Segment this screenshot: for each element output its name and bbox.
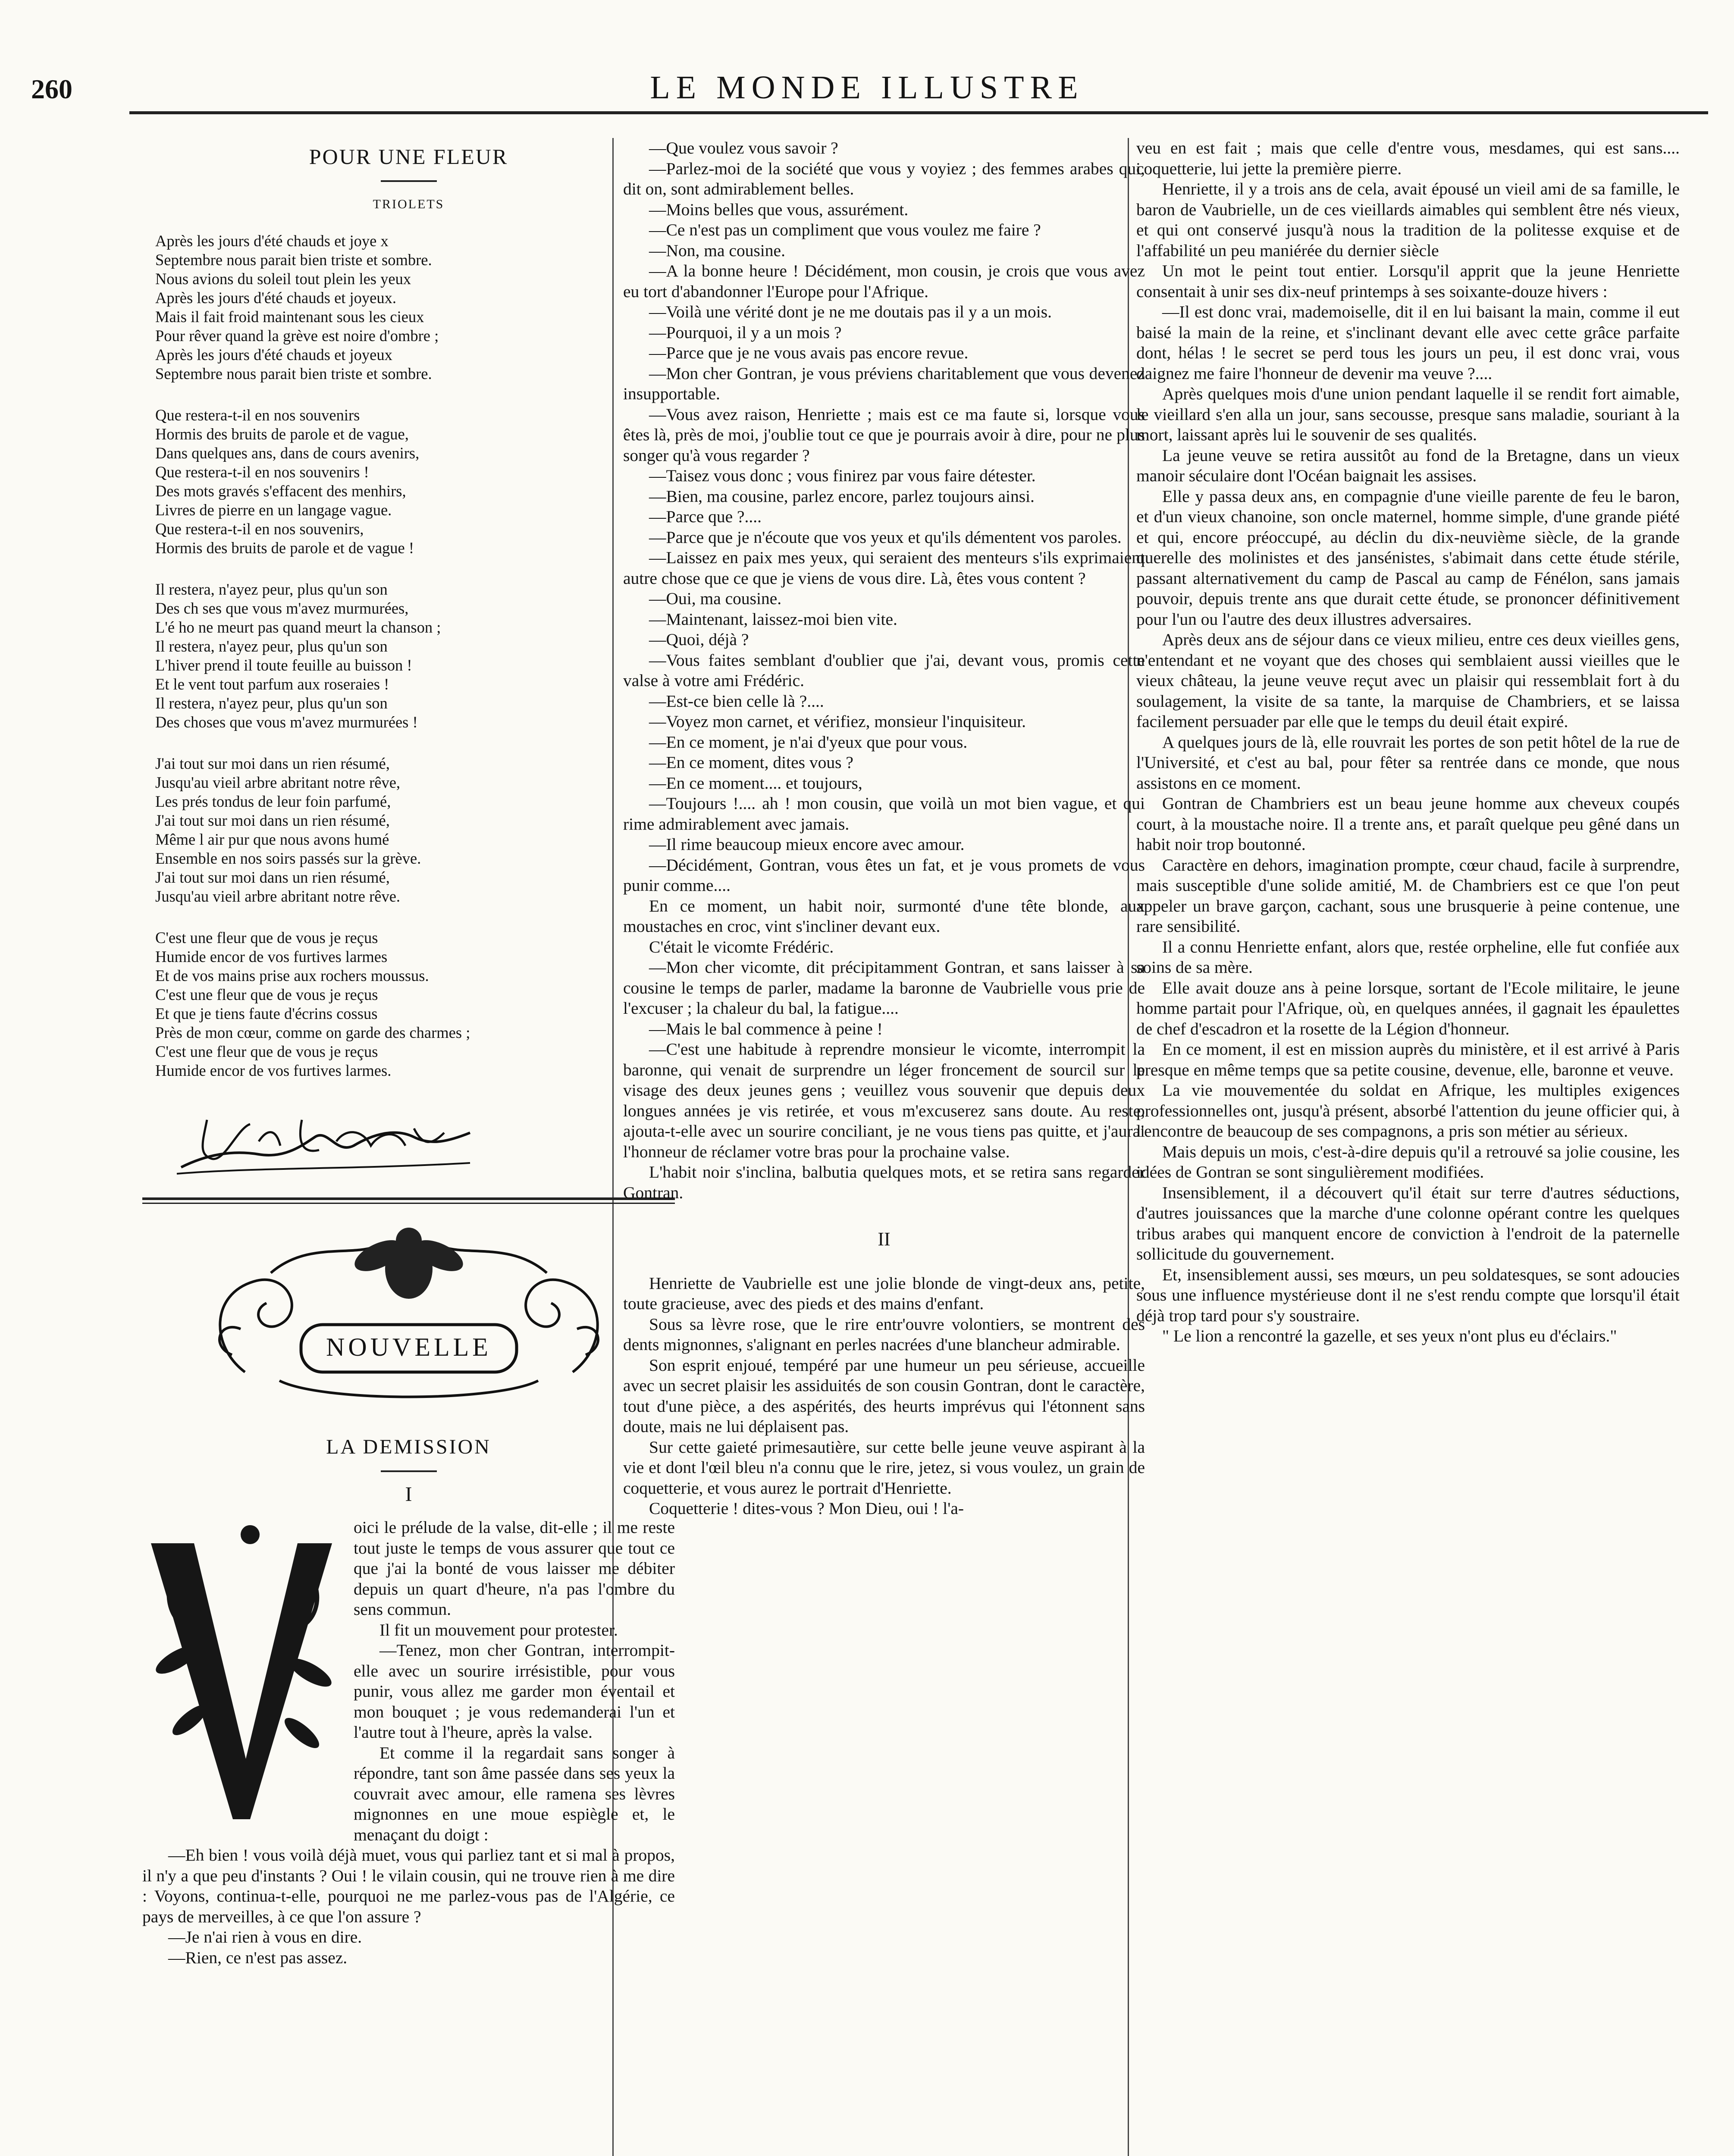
poem-line: Et le vent tout parfum aux roseraies ! (155, 675, 389, 693)
story-paragraph: veu en est fait ; mais que celle d'entre vous, mesdames, qui est sans.... coquetterie, lui jette la première pierre. (1136, 138, 1680, 178)
poem-line: Après les jours d'été chauds et joyeux. (155, 289, 396, 307)
story-paragraph: Insensiblement, il a découvert qu'il était sur terre d'autres séductions, d'autres jouissances que la marche d'une colonne opérant contre les quelques tribus arabes qui manquent encore de conviction à l'endroit de la paternelle sollicitude du gouvernement. (1136, 1183, 1680, 1263)
story-paragraph: —Oui, ma cousine. (649, 589, 782, 608)
story-column-2-text (623, 138, 1145, 1203)
story-paragraph: —Toujours !.... ah ! mon cousin, que voilà un mot bien vague, et qui rime admirablement avec jamais. (623, 794, 1145, 834)
dropcap-letter-v (142, 1517, 345, 1828)
poem-stanza (155, 232, 675, 383)
poem-line: J'ai tout sur moi dans un rien résumé, (155, 755, 390, 772)
story-paragraph: —En ce moment.... et toujours, (649, 773, 862, 793)
column-2 (623, 138, 1145, 1519)
story-paragraph: A quelques jours de là, elle rouvrait les portes de son petit hôtel de la rue de l'Université, et c'est au bal, pour fêter sa rentrée dans ce monde, que nous assistons en ce moment. (1136, 732, 1680, 793)
section-divider (142, 1197, 675, 1204)
cartouche-label: NOUVELLE (326, 1333, 492, 1361)
story-paragraph: Mais depuis un mois, c'est-à-dire depuis qu'il a retrouvé sa jolie cousine, les idées de Gontran se sont singulièrement modifiées. (1136, 1142, 1680, 1181)
poem-line: Humide encor de vos furtives larmes. (155, 1062, 392, 1079)
poem-line: Hormis des bruits de parole et de vague, (155, 425, 409, 443)
poem-stanza (155, 406, 675, 558)
poem-line: Il restera, n'ayez peur, plus qu'un son (155, 580, 388, 598)
poem-line: Nous avions du soleil tout plein les yeux (155, 270, 411, 288)
story-paragraph: —C'est une habitude à reprendre monsieur le vicomte, interrompit la baronne, qui venait de surprendre un léger froncement de sourcil sur le visage des deux jeunes gens ; veuillez vous souvenir que depuis deux longues années je vis retirée, et vous m'excuserez sans doute. Au reste, ajouta-t-elle avec un sourire conciliant, je ne vous tiens pas quitte, et j'aurai l'honneur de réclamer votre bras pour la prochaine valse. (623, 1040, 1145, 1161)
poem-line: Dans quelques ans, dans de cours avenirs, (155, 444, 420, 462)
story-paragraph: —Vous avez raison, Henriette ; mais est ce ma faute si, lorsque vous êtes là, près de moi, j'oublie tout ce que je pourrais avoir à dire, pour ne plus songer qu'à vous regarder ? (623, 404, 1145, 465)
poem-line: Ensemble en nos soirs passés sur la grève. (155, 849, 421, 867)
poem-line: J'ai tout sur moi dans un rien résumé, (155, 868, 390, 886)
poem-stanzas (142, 232, 675, 1080)
story-paragraph: Il fit un mouvement pour protester. (379, 1620, 618, 1639)
page-header (0, 0, 1734, 116)
story-paragraph: —Parlez-moi de la société que vous y voyiez ; des femmes arabes qui, dit on, sont admirablement belles. (623, 159, 1145, 198)
story-paragraph: —Ce n'est pas un compliment que vous voulez me faire ? (649, 220, 1041, 239)
story-paragraph: Après quelques mois d'une union pendant laquelle il se rendit fort aimable, le vieillard s'en alla un jour, sans secousse, presque sans maladie, souriant à la mort, laissant après lui le souvenir de ses qualités. (1136, 384, 1680, 444)
poem-line: Pour rêver quand la grève est noire d'ombre ; (155, 327, 439, 345)
story-paragraph: —Mais le bal commence à peine ! (649, 1019, 883, 1038)
story-paragraph: —Taisez vous donc ; vous finirez par vous faire détester. (649, 466, 1036, 485)
story-column-2-part-2-text (623, 1273, 1145, 1519)
story-paragraph: Et, insensiblement aussi, ses mœurs, un peu soldatesques, se sont adoucies sous une influence mystérieuse dont il ne s'est rendu compte que lorsqu'il était déjà trop tard pour s'y soustraire. (1136, 1265, 1680, 1325)
poem-line: Des choses que vous m'avez murmurées ! (155, 713, 418, 731)
poem-line: C'est une fleur que de vous je reçus (155, 929, 378, 946)
story-paragraph: L'habit noir s'inclina, balbutia quelques mots, et se retira sans regarder Gontran. (623, 1163, 1145, 1202)
story-paragraph: —Rien, ce n'est pas assez. (168, 1948, 348, 1967)
story-paragraph: —Tenez, mon cher Gontran, interrompit-elle avec un sourire irrésistible, pour vous punir, vous allez me garder mon éventail et mon bouquet ; je vous redemanderai l'un et l'autre tout à l'heure, après la valse. (354, 1641, 675, 1742)
story-paragraph: —Je n'ai rien à vous en dire. (168, 1927, 362, 1946)
poem-line: Après les jours d'été chauds et joye x (155, 232, 389, 250)
poem-line: Hormis des bruits de parole et de vague ! (155, 539, 414, 557)
poem-line: Les prés tondus de leur foin parfumé, (155, 793, 391, 810)
story-paragraph: Gontran de Chambriers est un beau jeune homme aux cheveux coupés court, à la moustache noire. Il a trente ans, et paraît quelque peu gêné dans un habit noir trop boutonné. (1136, 794, 1680, 854)
story-paragraph: Un mot le peint tout entier. Lorsqu'il apprit que la jeune Henriette consentait à unir ses dix-neuf printemps à ses soixante-douze hivers : (1136, 261, 1680, 301)
chapter-two-number: II (878, 1228, 891, 1250)
poem-subtitle: TRIOLETS (373, 197, 445, 211)
masthead: LE MONDE ILLUSTRE (650, 69, 1084, 106)
story-paragraph: Après deux ans de séjour dans ce vieux milieu, entre ces deux vieilles gens, n'entendant et ne voyant que des choses qui semblaient aussi vieilles que le vieux château, la jeune veuve reçut avec un plaisir qui ressemblait fort à du soulagement, la visite de sa tante, la marquise de Chambriers, et se laissa facilement persuader par elle que le temps du deuil était expiré. (1136, 630, 1680, 731)
poem-line: Jusqu'au vieil arbre abritant notre rêve. (155, 887, 401, 905)
poem-stanza (155, 580, 675, 732)
story-paragraph: —En ce moment, je n'ai d'yeux que pour vous. (649, 732, 968, 752)
story-paragraph: La jeune veuve se retira aussitôt au fond de la Bretagne, dans un vieux manoir séculaire dont l'Océan baignait les assises. (1136, 445, 1680, 485)
story-paragraph: —Non, ma cousine. (649, 241, 785, 260)
story-column-3-text (1136, 138, 1680, 1347)
story-paragraph: —Bien, ma cousine, parlez encore, parlez toujours ainsi. (649, 486, 1035, 506)
poem-line: Jusqu'au vieil arbre abritant notre rêve, (155, 774, 401, 791)
poem-line: Des ch ses que vous m'avez murmurées, (155, 599, 409, 617)
story-paragraph: —Maintenant, laissez-moi bien vite. (649, 609, 897, 629)
column-1 (142, 138, 675, 1968)
story-paragraph: oici le prélude de la valse, dit-elle ; il me reste tout juste le temps de vous assurer que tout ce que j'ai la bonté de vous laisser me débiter depuis un quart d'heure, n'a pas l'ombre du sens commun. (354, 1518, 675, 1619)
story-paragraph: —Voyez mon carnet, et vérifiez, monsieur l'inquisiteur. (649, 712, 1026, 731)
title-rule (381, 180, 437, 182)
poem-line: Que restera-t-il en nos souvenirs (155, 406, 360, 424)
story-paragraph: —Parce que je n'écoute que vos yeux et qu'ils démentent vos paroles. (649, 527, 1122, 547)
poem-line: Il restera, n'ayez peur, plus qu'un son (155, 694, 388, 712)
story-paragraph: C'était le vicomte Frédéric. (649, 937, 834, 956)
story-paragraph: —A la bonne heure ! Décidément, mon cousin, je crois que vous avez eu tort d'abandonner l'Europe pour l'Afrique. (623, 261, 1145, 301)
author-signature (172, 1103, 474, 1180)
story-paragraph: —Eh bien ! vous voilà déjà muet, vous qui parliez tant et si mal à propos, il n'y a que peu d'instants ? Oui ! le vilain cousin, qui ne trouve rien à me dire : Voyons, continua-t-elle, pourquoi ne me parlez-vous pas de l'Algérie, ce pays de merveilles, à ce que l'on assure ? (142, 1846, 675, 1926)
poem-line: Septembre nous parait bien triste et sombre. (155, 251, 432, 269)
poem-line: Que restera-t-il en nos souvenirs ! (155, 463, 369, 481)
story-title-rule (381, 1470, 437, 1472)
poem-line: C'est une fleur que de vous je reçus (155, 986, 378, 1003)
story-paragraph: —Quoi, déjà ? (649, 630, 749, 649)
story-paragraph: —Que voulez vous savoir ? (649, 138, 838, 157)
poem-line: Humide encor de vos furtives larmes (155, 948, 388, 965)
story-paragraph: —Il est donc vrai, mademoiselle, dit il en lui baisant la main, comme il eut baisé la main de la reine, et s'inclinant devant elle avec cette grâce parfaite dont, hélas ! le secret se perd tous les jours un peu, il est donc vrai, vous daignez me faire l'honneur de devenir ma veuve ?.... (1136, 302, 1680, 383)
poem-title: POUR UNE FLEUR (309, 144, 508, 169)
story-paragraph: Henriette, il y a trois ans de cela, avait épousé un vieil ami de sa famille, le baron de Vaubrielle, un de ces vieillards aimables qui semblent être nés vieux, et qui ont conservé jusqu'à nous la tradition de la politesse exquise et de l'affabilité un peu maniérée du dernier siècle (1136, 179, 1680, 260)
poem-line: L'hiver prend il toute feuille au buisson ! (155, 656, 412, 674)
story-paragraph: Son esprit enjoué, tempéré par une humeur un peu sérieuse, accueille avec un secret plaisir les assiduités de son cousin Gontran, dont le caractère, tout d'une pièce, a des aspérités, des heurts imprévus qui l'étonnent sans doute, mais ne lui déplaisent pas. (623, 1355, 1145, 1436)
story-paragraph: Coquetterie ! dites-vous ? Mon Dieu, oui ! l'a- (649, 1499, 964, 1518)
poem-line: Livres de pierre en un langage vague. (155, 501, 392, 519)
poem-line: Il restera, n'ayez peur, plus qu'un son (155, 637, 388, 655)
poem-line: Septembre nous parait bien triste et sombre. (155, 365, 432, 382)
story-paragraph: —Pourquoi, il y a un mois ? (649, 323, 842, 342)
story-paragraph: En ce moment, il est en mission auprès du ministère, et il est arrivé à Paris presque en même temps que sa petite cousine, devenue, elle, baronne et veuve. (1136, 1040, 1680, 1079)
poem-line: Après les jours d'été chauds et joyeux (155, 346, 392, 364)
story-paragraph: Sur cette gaieté primesautière, sur cette belle jeune veuve aspirant à la vie et dont l'œil bleu n'a connu que le rire, jetez, si vous voulez, un grain de coquetterie, et vous aurez le portrait d'Henriette. (623, 1437, 1145, 1498)
story-paragraph: La vie mouvementée du soldat en Afrique, les multiples exigences professionnelles ont, jusqu'à présent, absorbé l'attention du jeune officier qui, à l'encontre de beaucoup de ses compagnons, a pris son métier au sérieux. (1136, 1081, 1680, 1141)
nouvelle-cartouche (193, 1217, 624, 1420)
story-paragraph: Et comme il la regardait sans songer à répondre, tant son âme passée dans ses yeux la couvrait avec amour, elle ramena ses lèvres mignonnes en une moue espiègle et, le menaçant du doigt : (354, 1743, 675, 1844)
story-title: LA DEMISSION (326, 1435, 491, 1458)
story-paragraph: Caractère en dehors, imagination prompte, cœur chaud, facile à surprendre, mais susceptible d'une solide amitié, M. de Chambriers est ce que l'on peut appeler un brave garçon, cachant, sous une brusquerie à peine contenue, une rare sensibilité. (1136, 855, 1680, 936)
poem-line: L'é ho ne meurt pas quand meurt la chanson ; (155, 618, 441, 636)
poem-line: Et que je tiens faute d'écrins cossus (155, 1005, 378, 1022)
story-paragraph: " Le lion a rencontré la gazelle, et ses yeux n'ont plus eu d'éclairs." (1162, 1326, 1617, 1345)
page-number: 260 (31, 74, 72, 104)
story-paragraph: —Est-ce bien celle là ?.... (649, 691, 824, 711)
poem-line: Même l air pur que nous avons humé (155, 830, 389, 848)
story-paragraph: —Décidément, Gontran, vous êtes un fat, et je vous promets de vous punir comme.... (623, 855, 1145, 895)
story-paragraph: Henriette de Vaubrielle est une jolie blonde de vingt-deux ans, petite, toute gracieuse, avec des pieds et des mains d'enfant. (623, 1273, 1145, 1313)
poem-stanza (155, 754, 675, 906)
poem-line: Que restera-t-il en nos souvenirs, (155, 520, 364, 538)
poem-line: Près de mon cœur, comme on garde des charmes ; (155, 1024, 470, 1041)
story-paragraph: Il a connu Henriette enfant, alors que, restée orpheline, elle fut confiée aux soins de sa mère. (1136, 937, 1680, 977)
story-paragraph: Sous sa lèvre rose, que le rire entr'ouvre volontiers, se montrent des dents mignonnes, s'alignant en perles nacrées d'une blancheur admirable. (623, 1314, 1145, 1354)
poem-stanza (155, 928, 675, 1080)
story-paragraph: —Vous faites semblant d'oublier que j'ai, devant vous, promis cette valse à votre ami Frédéric. (623, 650, 1145, 690)
story-paragraph: —Mon cher vicomte, dit précipitamment Gontran, et sans laisser à sa cousine le temps de parler, madame la baronne de Vaubrielle vous prie de l'excuser ; la chaleur du bal, la fatigue.... (623, 958, 1145, 1018)
story-paragraph: Elle avait douze ans à peine lorsque, sortant de l'Ecole militaire, le jeune homme partait pour l'Afrique, où, en quelques années, il gagnait les épaulettes de chef d'escadron et la rosette de la Légion d'honneur. (1136, 978, 1680, 1038)
story-paragraph: —Mon cher Gontran, je vous préviens charitablement que vous devenez insupportable. (623, 364, 1145, 403)
column-3 (1136, 138, 1680, 1347)
story-paragraph: —Voilà une vérité dont je ne me doutais pas il y a un mois. (649, 302, 1052, 321)
story-paragraph: —Parce que je ne vous avais pas encore revue. (649, 343, 969, 362)
header-rule (129, 111, 1708, 114)
story-paragraph: Elle y passa deux ans, en compagnie d'une vieille parente de feu le baron, et d'un vieux chanoine, son oncle maternel, homme simple, d'une grande piété et qui, encore préoccupé, au déclin du dix-neuvième siècle, de la grande querelle des molinistes et des jansénistes, s'abimait dans cette étude stérile, passant alternativement du camp de Pascal au camp de Fénélon, sans jamais pouvoir, depuis trente ans que durait cette étude, se prononcer définitivement pour l'un ou l'autre des deux illustres adversaires. (1136, 486, 1680, 629)
poem-line: C'est une fleur que de vous je reçus (155, 1043, 378, 1060)
story-paragraph: —En ce moment, dites vous ? (649, 753, 853, 772)
story-paragraph: —Moins belles que vous, assurément. (649, 200, 909, 219)
poem-line: J'ai tout sur moi dans un rien résumé, (155, 812, 390, 829)
story-paragraph: —Parce que ?.... (649, 507, 762, 526)
story-paragraph: —Il rime beaucoup mieux encore avec amour. (649, 835, 965, 854)
story-paragraph: —Laissez en paix mes yeux, qui seraient des menteurs s'ils exprimaient autre chose que ce que je viens de vous dire. Là, êtes vous content ? (623, 548, 1145, 588)
story-paragraph: En ce moment, un habit noir, surmonté d'une tête blonde, aux moustaches en croc, vint s'incliner devant eux. (623, 896, 1145, 936)
poem-line: Mais il fait froid maintenant sous les cieux (155, 308, 424, 326)
poem-line: Et de vos mains prise aux rochers moussus. (155, 967, 429, 984)
poem-line: Des mots gravés s'effacent des menhirs, (155, 482, 406, 500)
chapter-one-number: I (405, 1482, 412, 1506)
